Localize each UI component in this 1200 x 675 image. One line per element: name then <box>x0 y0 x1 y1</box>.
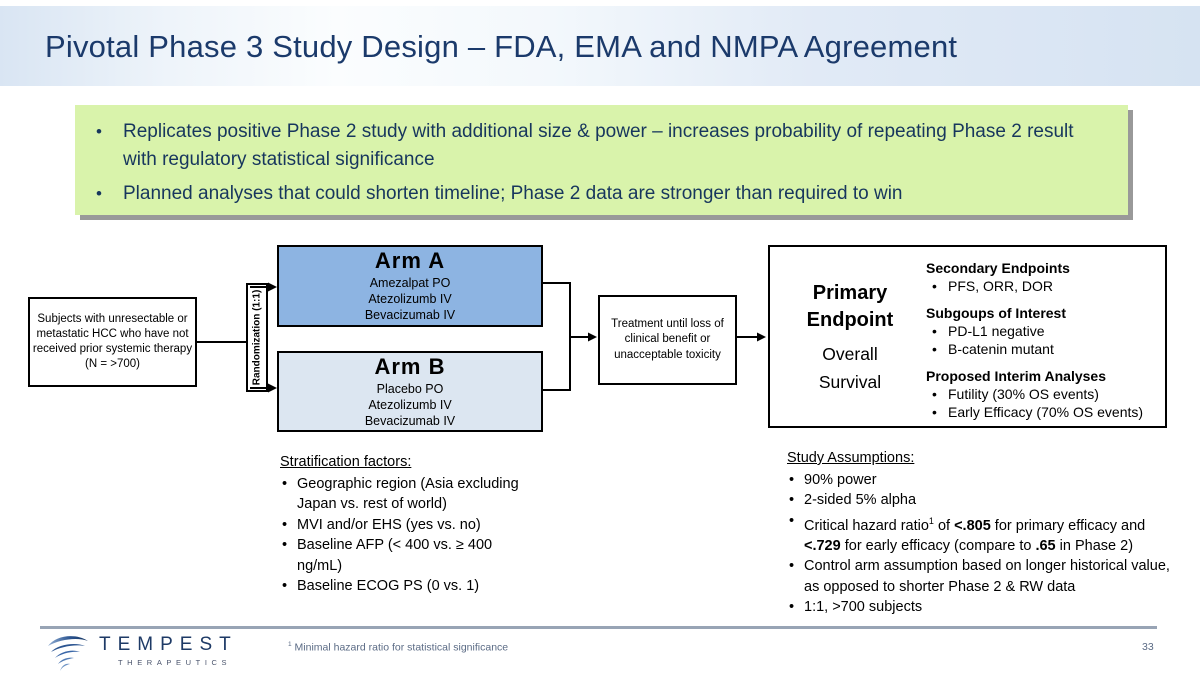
treatment-text <box>611 317 724 364</box>
treatment-box <box>598 295 737 385</box>
arm-b-drug: Placebo PO <box>376 381 444 396</box>
section-title: Subgoups of Interest <box>926 304 1066 321</box>
arm-a-box <box>277 245 543 327</box>
assumption-bullet: • Control arm assumption based on longer historical value, as opposed to shorter Phase 2 & RW data <box>787 556 1175 597</box>
interim-analyses-section <box>926 367 1159 422</box>
highlight-bullet: • Planned analyses that could shorten timeline; Phase 2 data are stronger than required to win <box>123 180 1108 208</box>
arm-b-box <box>277 351 543 432</box>
hazard-text: in Phase 2) <box>1055 537 1134 554</box>
subjects-text <box>33 312 192 372</box>
footnote <box>288 641 508 654</box>
hazard-value-early: <.729 <box>804 537 841 554</box>
endpoint-bullet: • Early Efficacy (70% OS events) <box>926 403 1159 422</box>
section-title: Secondary Endpoints <box>926 260 1070 276</box>
assumption-bullet: • 1:1, >700 subjects <box>787 597 1175 618</box>
arrowhead-treatment <box>588 333 597 342</box>
stratification-bullet: • Geographic region (Asia excluding Japan vs. rest of world) <box>280 474 538 515</box>
stratification-section <box>280 452 538 597</box>
endpoint-bullet: • PFS, ORR, DOR <box>926 277 1159 296</box>
stratification-bullet: • MVI and/or EHS (yes vs. no) <box>280 515 538 536</box>
subjects-line: received prior systemic therapy <box>32 343 193 355</box>
footnote-superscript: 1 <box>288 641 292 648</box>
treatment-line: Treatment until loss of <box>611 317 724 330</box>
logo-wordmark <box>99 631 238 672</box>
subjects-line: (N = >700) <box>85 358 140 370</box>
hazard-text: Critical hazard ratio <box>804 517 929 534</box>
page-number: 33 <box>1142 641 1154 653</box>
hazard-value-phase2: .65 <box>1035 537 1056 554</box>
study-assumptions-section <box>787 448 1175 618</box>
treatment-line: clinical benefit or <box>624 333 711 346</box>
arm-a-drug: Atezolizumb IV <box>368 292 452 306</box>
arrowhead-arm-a <box>268 283 277 292</box>
stratification-bullet: • Baseline AFP (< 400 vs. ≥ 400 ng/mL) <box>280 535 538 576</box>
section-title: Proposed Interim Analyses <box>926 367 1106 384</box>
primary-endpoint-panel <box>780 255 920 420</box>
endpoint-bullet: • PD-L1 negative <box>926 322 1159 341</box>
randomization-box <box>246 283 268 392</box>
treatment-line: unacceptable toxicity <box>614 348 721 361</box>
endpoint-bullet: • Futility (30% OS events) <box>926 385 1159 404</box>
endpoint-details-panel <box>920 255 1159 420</box>
assumptions-heading: Study Assumptions: <box>787 450 915 466</box>
highlight-box <box>75 105 1128 215</box>
stratification-heading: Stratification factors: <box>280 454 412 470</box>
arm-a-drug: Amezalpat PO <box>369 276 451 290</box>
arrowhead-endpoint <box>757 333 766 342</box>
highlight-bullet-list <box>123 118 1108 208</box>
highlight-bullet: • Replicates positive Phase 2 study with additional size & power – increases probability of repeating Phase 2 result with regulatory statistical significance <box>123 118 1108 174</box>
arm-b-drug: Bevacizumab IV <box>364 413 456 428</box>
arm-a-drug: Bevacizumab IV <box>364 308 456 322</box>
stratification-bullet: • Baseline ECOG PS (0 vs. 1) <box>280 576 538 597</box>
primary-endpoint-label: Primary Endpoint <box>806 281 894 331</box>
hazard-superscript: 1 <box>928 515 934 526</box>
hazard-text: for early efficacy (compare to <box>840 537 1036 554</box>
randomization-label: Randomization (1:1) <box>251 289 263 386</box>
bracket-arms <box>543 283 570 390</box>
footer-divider <box>40 626 1157 629</box>
endpoint-box <box>768 245 1167 428</box>
endpoint-bullet: • B-catenin mutant <box>926 340 1159 359</box>
hazard-text: of <box>933 517 955 534</box>
subjects-line: metastatic HCC who have not <box>36 328 189 340</box>
logo-subtitle: THERAPEUTICS <box>118 658 232 667</box>
secondary-endpoints-section <box>926 259 1159 296</box>
assumption-bullet-hazard-ratio <box>787 511 1175 557</box>
primary-endpoint-value: Overall Survival <box>818 343 882 392</box>
arm-b-drug: Atezolizumb IV <box>368 397 452 412</box>
footnote-text: Minimal hazard ratio for statistical significance <box>291 641 509 654</box>
hazard-value-primary: <.805 <box>954 517 991 534</box>
logo-name: TEMPEST <box>99 634 238 655</box>
arm-a-title: Arm A <box>374 248 446 273</box>
arrowhead-arm-b <box>268 384 277 393</box>
tempest-logo <box>45 631 238 672</box>
subjects-box <box>28 297 197 387</box>
page-title: Pivotal Phase 3 Study Design – FDA, EMA and NMPA Agreement <box>45 29 958 64</box>
tornado-swirl-icon <box>45 632 91 672</box>
assumption-bullet: • 2-sided 5% alpha <box>787 490 1175 511</box>
hazard-text: for primary efficacy and <box>990 517 1146 534</box>
arm-b-title: Arm B <box>374 353 446 379</box>
assumption-bullet: • 90% power <box>787 470 1175 491</box>
subjects-line: Subjects with unresectable or <box>37 313 188 325</box>
subgroups-section <box>926 304 1159 359</box>
